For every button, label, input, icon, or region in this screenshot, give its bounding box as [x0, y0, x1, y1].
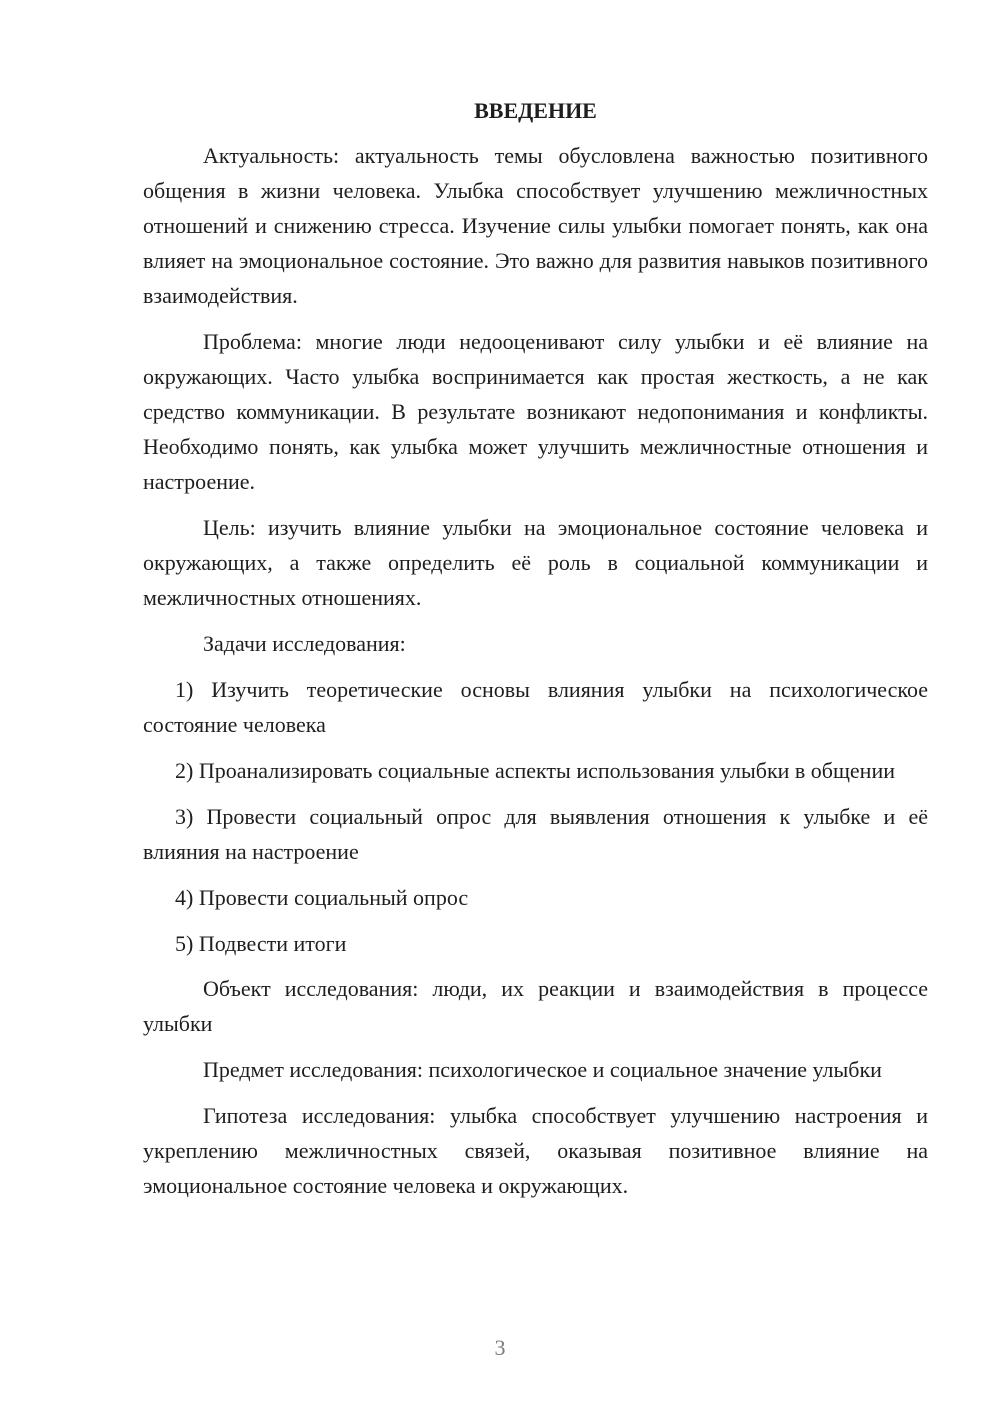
task-item-2: 2) Проанализировать социальные аспекты использования улыбки в общении — [175, 758, 896, 783]
hypothesis-paragraph: Гипотеза исследования: улыбка способствует улучшению настроения и укреплению межличностных связей, оказывая позитивное влияние на эмоциональное состояние человека и окружающих. — [143, 1103, 928, 1198]
task-item-5: 5) Подвести итоги — [175, 931, 347, 956]
goal-paragraph: Цель: изучить влияние улыбки на эмоциональное состояние человека и окружающих, а также определить её роль в социальной коммуникации и межличностных отношениях. — [143, 515, 928, 610]
page-number: 3 — [494, 1335, 506, 1360]
object-paragraph: Объект исследования: люди, их реакции и взаимодействия в процессе улыбки — [143, 976, 928, 1036]
problem-paragraph: Проблема: многие люди недооценивают силу улыбки и её влияние на окружающих. Часто улыбка воспринимается как простая жесткость, а не как средство коммуникации. В результате возникают недопонимания и конфликты. Необходимо понять, как улыбка может улучшить межличностные отношения и настроение. — [143, 329, 928, 494]
relevance-paragraph: Актуальность: актуальность темы обусловлена важностью позитивного общения в жизни человека. Улыбка способствует улучшению межличностных отношений и снижению стресса. Изучение силы улыбки помогает понять, как она влияет на эмоциональное состояние. Это важно для развития навыков позитивного взаимодействия. — [143, 143, 928, 308]
task-item-3: 3) Провести социальный опрос для выявления отношения к улыбке и её влияния на настроение — [143, 804, 928, 864]
task-item-4: 4) Провести социальный опрос — [175, 885, 469, 910]
tasks-title: Задачи исследования: — [203, 631, 406, 656]
document-page — [143, 96, 928, 1214]
subject-paragraph: Предмет исследования: психологическое и социальное значение улыбки — [203, 1057, 882, 1082]
page-title: ВВЕДЕНИЕ — [474, 98, 597, 123]
task-item-1: 1) Изучить теоретические основы влияния улыбки на психологическое состояние человека — [143, 677, 928, 737]
